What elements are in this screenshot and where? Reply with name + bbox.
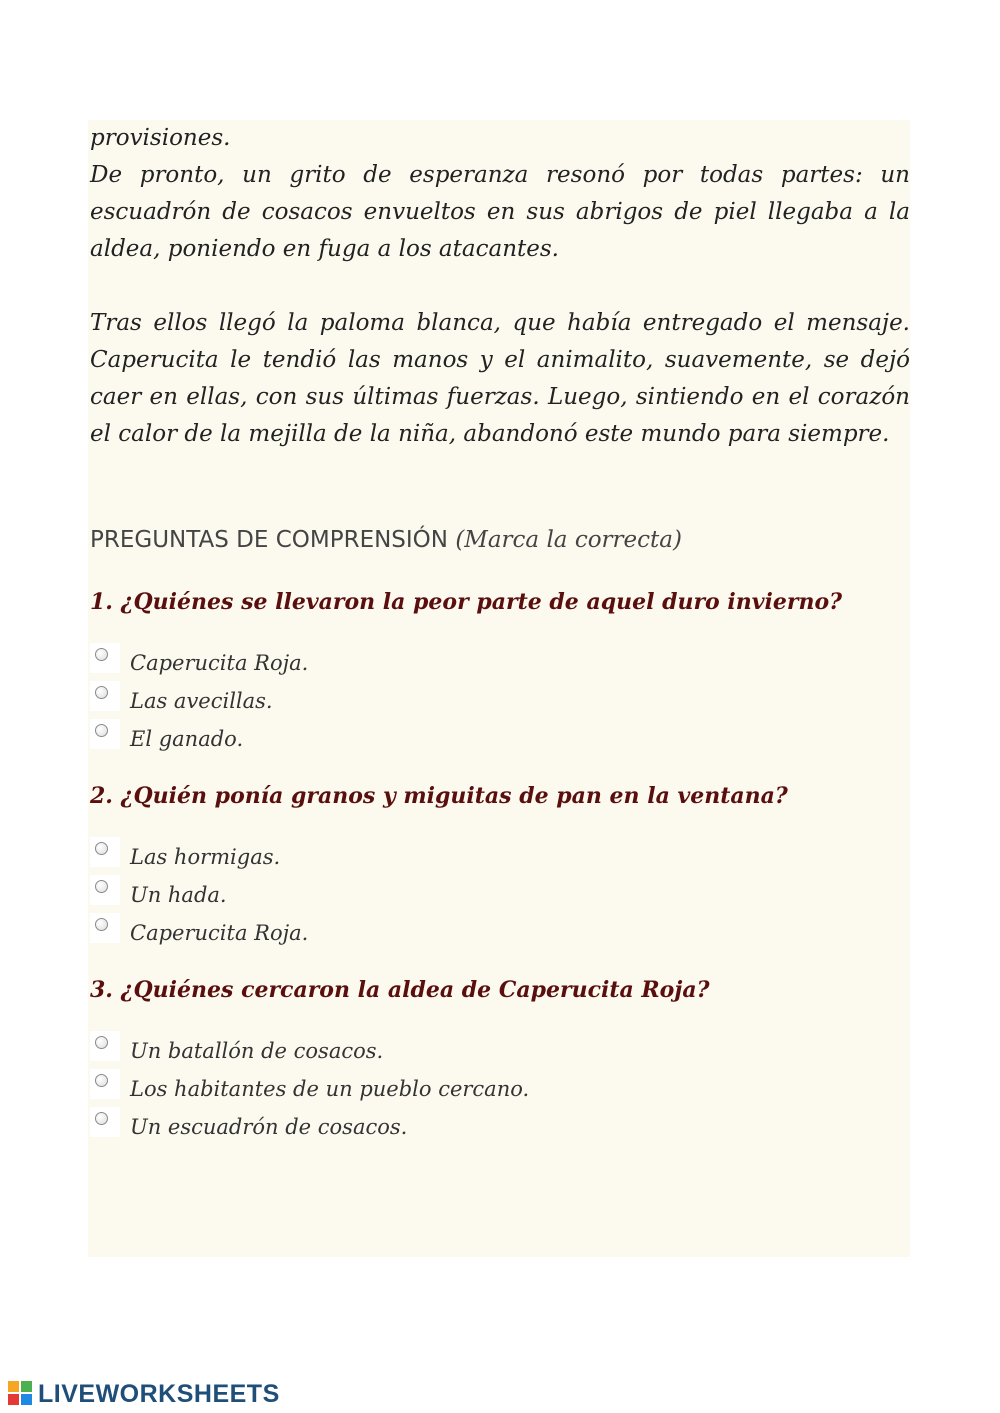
logo-text: LIVEWORKSHEETS [38, 1379, 280, 1408]
option-q1-a[interactable] [90, 645, 308, 681]
option-label: Caperucita Roja. [130, 651, 309, 675]
option-label: Los habitantes de un pueblo cercano. [130, 1077, 530, 1101]
radio-button[interactable] [90, 681, 120, 711]
radio-button[interactable] [90, 837, 120, 867]
option-label: Las hormigas. [130, 845, 281, 869]
radio-button[interactable] [90, 1107, 120, 1137]
section-title-main: PREGUNTAS DE COMPRENSIÓN [90, 527, 448, 553]
option-label: Las avecillas. [130, 689, 273, 713]
radio-button[interactable] [90, 719, 120, 749]
section-title-instruction: (Marca la correcta) [455, 527, 682, 553]
radio-button[interactable] [90, 913, 120, 943]
option-label: Un batallón de cosacos. [130, 1039, 384, 1063]
question-2: 2. ¿Quién ponía granos y miguitas de pan en la ventana? [90, 783, 788, 809]
radio-button[interactable] [90, 1031, 120, 1061]
option-label: Un escuadrón de cosacos. [130, 1115, 408, 1139]
option-q3-c[interactable] [90, 1109, 407, 1145]
radio-button[interactable] [90, 1069, 120, 1099]
story-text [90, 120, 910, 453]
logo-blocks-icon [8, 1381, 34, 1407]
option-q3-b[interactable] [90, 1071, 529, 1107]
option-label: Caperucita Roja. [130, 921, 309, 945]
story-paragraph: Tras ellos llegó la paloma blanca, que había entregado el mensaje. Caperucita le tendió las manos y el animalito, suavemente, se dejó caer en ellas, con sus últimas fuerzas. Luego, sintiendo en el corazón el calor de la mejilla de la niña, abandonó este mundo para siempre. [90, 310, 910, 447]
option-label: Un hada. [130, 883, 227, 907]
story-paragraph: provisiones. [90, 125, 231, 151]
story-paragraph: De pronto, un grito de esperanza resonó por todas partes: un escuadrón de cosacos envueltos en sus abrigos de piel llegaba a la aldea, poniendo en fuga a los atacantes. [90, 162, 910, 262]
question-3: 3. ¿Quiénes cercaron la aldea de Caperucita Roja? [90, 977, 710, 1003]
option-q1-c[interactable] [90, 721, 243, 757]
option-q2-b[interactable] [90, 877, 227, 913]
liveworksheets-logo [8, 1378, 280, 1410]
radio-button[interactable] [90, 643, 120, 673]
option-label: El ganado. [130, 727, 244, 751]
section-title [90, 527, 682, 553]
question-1: 1. ¿Quiénes se llevaron la peor parte de aquel duro invierno? [90, 589, 843, 615]
radio-button[interactable] [90, 875, 120, 905]
option-q2-a[interactable] [90, 839, 280, 875]
option-q3-a[interactable] [90, 1033, 383, 1069]
option-q1-b[interactable] [90, 683, 273, 719]
option-q2-c[interactable] [90, 915, 308, 951]
